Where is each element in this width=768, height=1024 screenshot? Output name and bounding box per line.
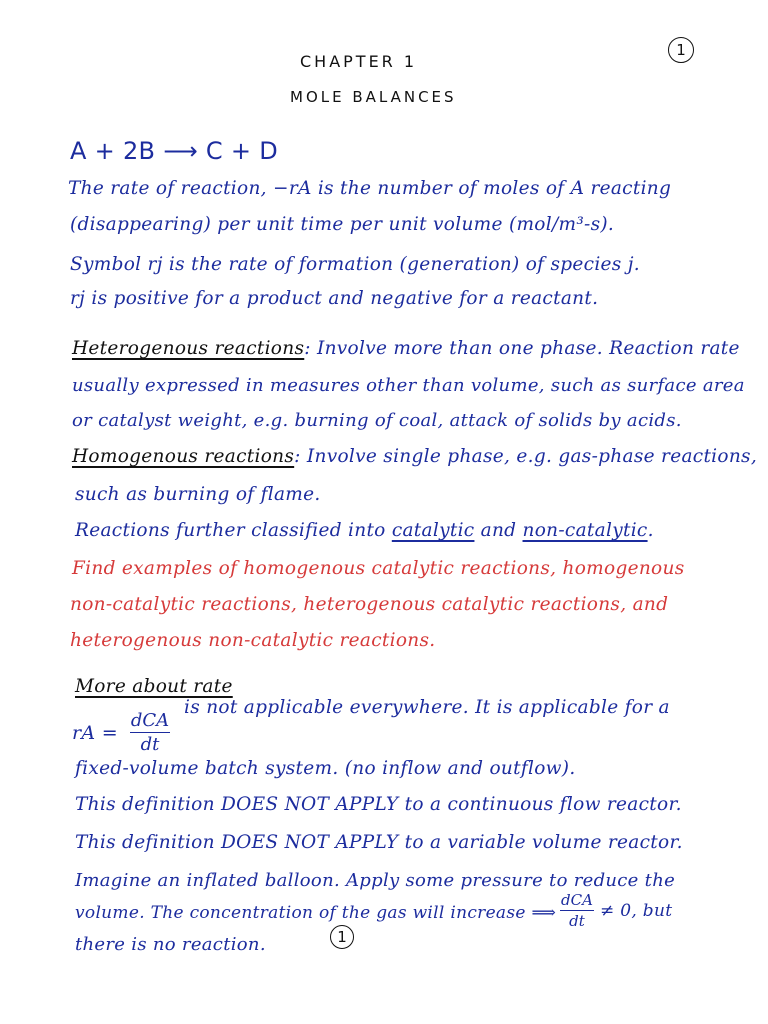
page-number-top-text: 1 xyxy=(676,41,686,59)
classification-prefix: Reactions further classified into xyxy=(75,520,392,541)
more-about-rate-line-2: fixed-volume batch system. (no inflow and outflow). xyxy=(75,758,576,779)
heterogeneous-heading: Heterogenous reactions xyxy=(72,338,305,359)
catalytic-term: catalytic xyxy=(391,520,475,541)
more-about-rate-line-1: is not applicable everywhere. It is applicable for a xyxy=(184,697,670,718)
exercise-line-3: heterogenous non-catalytic reactions. xyxy=(70,630,436,651)
classification-and: and xyxy=(474,520,523,541)
rate-fraction-denominator: dt xyxy=(140,734,160,755)
reaction-equation: A + 2B ⟶ C + D xyxy=(70,137,278,165)
more-about-rate-line-4: This definition DOES NOT APPLY to a variable volume reactor. xyxy=(75,832,683,853)
rate-fraction-numerator: dCA xyxy=(130,710,170,731)
balloon-line-2-text: volume. The concentration of the gas will increase ⟹ xyxy=(75,903,557,923)
balloon-line-2-end: ≠ 0, but xyxy=(600,901,673,921)
classification-line xyxy=(75,520,654,541)
page-number-bottom xyxy=(330,925,354,949)
symbol-line-1: Symbol rj is the rate of formation (generation) of species j. xyxy=(70,254,640,275)
rate-fraction-bar xyxy=(130,732,170,733)
homogeneous-line-2: such as burning of flame. xyxy=(75,484,321,505)
balloon-fraction xyxy=(560,891,594,930)
rate-definition-line-1: The rate of reaction, −rA is the number of moles of A reacting xyxy=(68,178,672,199)
balloon-line-2 xyxy=(75,903,556,923)
heterogeneous-line-1-text: : Involve more than one phase. Reaction rate xyxy=(304,338,740,359)
balloon-fraction-denominator: dt xyxy=(569,912,585,930)
rate-expression-lhs: rA = xyxy=(72,722,118,744)
balloon-fraction-numerator: dCA xyxy=(561,891,593,909)
balloon-line-1: Imagine an inflated balloon. Apply some pressure to reduce the xyxy=(75,870,676,891)
exercise-line-1: Find examples of homogenous catalytic reactions, homogenous xyxy=(72,558,685,579)
symbol-line-2: rj is positive for a product and negative for a reactant. xyxy=(70,288,599,309)
balloon-fraction-bar xyxy=(560,910,594,911)
rate-definition-line-2: (disappearing) per unit time per unit volume (mol/m³-s). xyxy=(70,214,615,235)
homogeneous-heading: Homogenous reactions xyxy=(72,446,295,467)
non-catalytic-term: non-catalytic xyxy=(522,520,648,541)
classification-suffix: . xyxy=(647,520,654,541)
page-number-top xyxy=(668,37,694,63)
balloon-line-3: there is no reaction. xyxy=(75,934,266,955)
chapter-subtitle: MOLE BALANCES xyxy=(290,88,457,106)
heterogeneous-line-2: usually expressed in measures other than volume, such as surface area xyxy=(72,375,745,396)
chapter-title: CHAPTER 1 xyxy=(300,52,418,71)
rate-expression-fraction xyxy=(130,710,170,755)
page-number-bottom-text: 1 xyxy=(337,928,347,946)
heterogeneous-line-3: or catalyst weight, e.g. burning of coal, attack of solids by acids. xyxy=(72,410,682,431)
more-about-rate-line-3: This definition DOES NOT APPLY to a continuous flow reactor. xyxy=(75,794,682,815)
exercise-line-2: non-catalytic reactions, heterogenous catalytic reactions, and xyxy=(70,594,669,615)
more-about-rate-heading: More about rate xyxy=(75,676,233,697)
homogeneous-line-1 xyxy=(72,446,757,467)
heterogeneous-line-1 xyxy=(72,338,740,359)
homogeneous-line-1-text: : Involve single phase, e.g. gas-phase reactions, xyxy=(294,446,758,467)
